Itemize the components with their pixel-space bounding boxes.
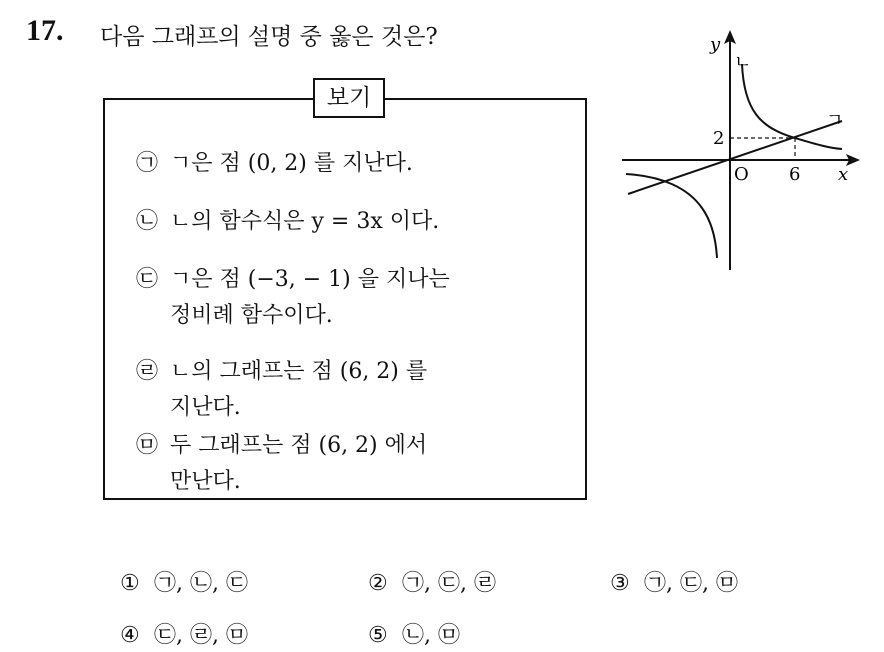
item-text: 두 그래프는 점 (6, 2) 에서 [170,433,428,458]
example-box-title: 보기 [313,78,385,118]
item-text: ㄴ의 함수식은 y = 3x 이다. [170,209,440,234]
line-label: ㄱ [826,110,844,131]
example-item [136,428,427,500]
x-tick-label: 6 [789,164,801,185]
y-axis-label: y [710,34,721,55]
origin-label: O [734,164,749,185]
choice-number: ② [368,571,388,596]
item-text: ㄴ의 그래프는 점 (6, 2) 를 [170,359,428,384]
function-graph [612,24,862,274]
item-text: ㄱ은 점 (−3, − 1) 을 지나는 [170,267,450,292]
answer-choice-3[interactable] [610,566,738,597]
item-text: ㄱ은 점 (0, 2) 를 지난다. [170,151,413,176]
choice-number: ④ [120,623,140,648]
curve-label: ㄴ [734,52,752,73]
choice-text: ㉠, ㉢, ㉣ [402,571,496,596]
choice-number: ③ [610,571,630,596]
example-item [136,262,450,334]
item-text-continued: 만난다. [170,469,241,494]
choice-text: ㉢, ㉣, ㉤ [154,623,248,648]
example-item [136,146,413,182]
choice-text: ㉡, ㉤ [402,623,460,648]
x-axis-label: x [838,164,849,185]
curve-graph-quadrant-3 [626,174,717,258]
question-text: 다음 그래프의 설명 중 옳은 것은? [100,24,438,50]
question-number: 17. [26,14,64,47]
item-mark: ㉡ [136,209,159,234]
choice-text: ㉠, ㉢, ㉤ [644,571,738,596]
choice-number: ① [120,571,140,596]
item-text-continued: 지난다. [170,395,241,420]
choice-number: ⑤ [368,623,388,648]
answer-choice-5[interactable] [368,618,460,649]
item-mark: ㉤ [136,433,159,458]
item-mark: ㉣ [136,359,159,384]
example-item [136,354,427,426]
item-mark: ㉠ [136,151,159,176]
y-tick-label: 2 [713,128,725,149]
item-mark: ㉢ [136,267,159,292]
answer-choice-1[interactable] [120,566,248,597]
item-text-continued: 정비례 함수이다. [170,303,333,328]
answer-choice-4[interactable] [120,618,248,649]
example-item [136,204,439,240]
answer-choice-2[interactable] [368,566,496,597]
choice-text: ㉠, ㉡, ㉢ [154,571,248,596]
curve-graph-quadrant-1 [742,64,842,149]
